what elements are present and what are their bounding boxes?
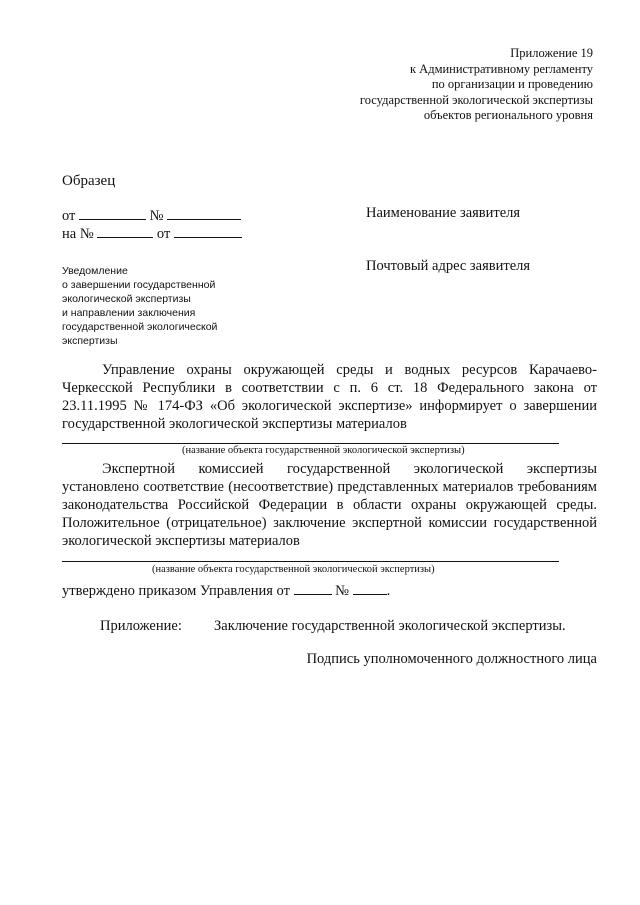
incoming-requisites	[62, 224, 242, 243]
date-blank	[79, 206, 146, 220]
object-name-caption-1: (название объекта государственной экологической экспертизы)	[182, 445, 465, 456]
object-name-caption-2: (название объекта государственной экологической экспертизы)	[152, 564, 435, 575]
to-number-label: на №	[62, 226, 94, 242]
approval-line	[62, 581, 390, 600]
appendix-line: по организации и проведению	[431, 77, 593, 91]
notice-subject	[62, 264, 217, 348]
approval-number-label: №	[335, 583, 350, 599]
appendix-line: к Административному регламенту	[409, 61, 593, 76]
outgoing-requisites	[62, 206, 241, 225]
approval-number-blank	[353, 581, 387, 595]
approval-prefix: утверждено приказом Управления от	[62, 583, 290, 599]
sample-label: Образец	[62, 173, 116, 189]
notice-line: государственной экологической	[62, 321, 218, 333]
object-name-line-1	[62, 443, 559, 444]
signature-line: Подпись уполномоченного должностного лица	[306, 651, 597, 667]
applicant-address: Почтовый адрес заявителя	[366, 258, 531, 274]
approval-date-blank	[294, 581, 332, 595]
appendix-line: государственной экологической экспертизы	[359, 92, 593, 107]
date-blank	[174, 224, 242, 238]
body-paragraph-1: Управление охраны окружающей среды и водных ресурсов Карачаево-Черкесской Республики в соответствии с п. 6 ст. 18 Федерального закона от 23.11.1995 № 174-ФЗ «Об экологической экспертизе» информирует о завершении государственной экологической экспертизы материалов	[62, 362, 597, 432]
applicant-name: Наименование заявителя	[366, 205, 521, 221]
appendix-header	[360, 46, 593, 124]
to-from-label: от	[156, 226, 171, 242]
notice-line: о завершении государственной	[62, 279, 216, 291]
number-label: №	[149, 208, 164, 224]
notice-line: и направлении заключения	[62, 307, 196, 319]
notice-line: экспертизы	[62, 335, 118, 347]
number-blank	[167, 206, 241, 220]
notice-line: экологической экспертизы	[62, 293, 191, 305]
attachment-text: Заключение государственной экологической экспертизы.	[214, 618, 566, 634]
number-blank	[97, 224, 153, 238]
notice-line: Уведомление	[62, 265, 128, 277]
attachment-label: Приложение:	[100, 618, 182, 634]
appendix-line: Приложение 19	[510, 46, 593, 60]
approval-end: .	[386, 583, 391, 599]
appendix-line: объектов регионального уровня	[423, 108, 593, 122]
object-name-line-2	[62, 561, 559, 562]
body-paragraph-2: Экспертной комиссией государственной экологической экспертизы установлено соответствие (несоответствие) представленных материалов требованиям законодательства Российской Федерации в области охраны окружающей среды. Положительное (отрицательное) заключение экспертной комиссии государственной экологической экспертизы материалов	[62, 461, 597, 549]
from-label: от	[62, 208, 76, 224]
